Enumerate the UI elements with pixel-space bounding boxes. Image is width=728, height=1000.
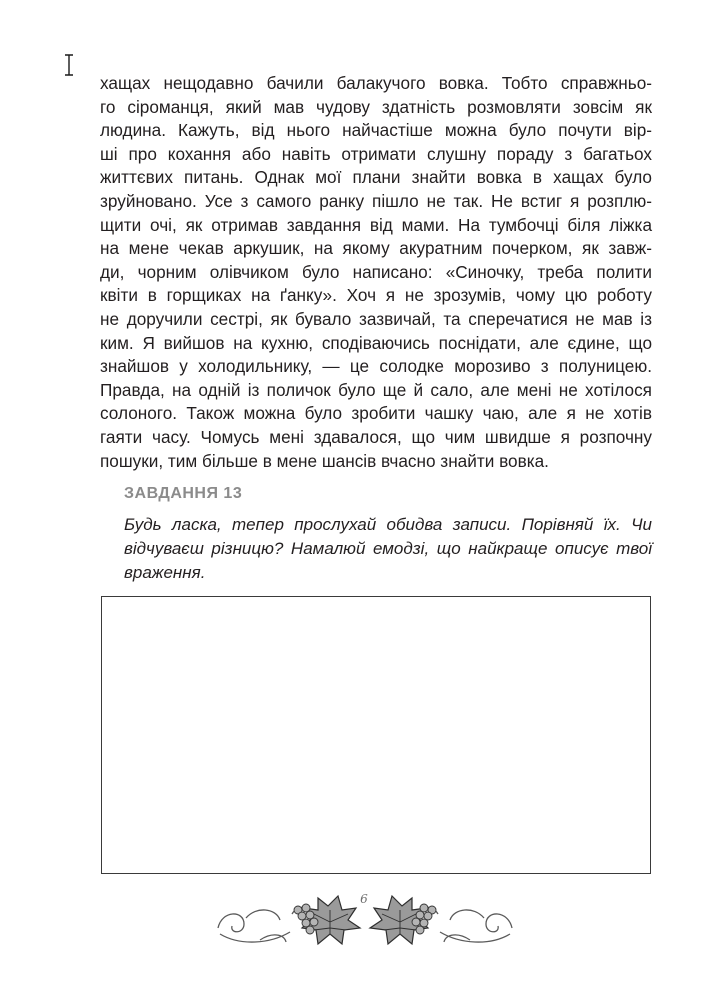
task-line: відчуваєш різницю? Намалюй емодзі, що найкраще описує твої: [124, 539, 652, 558]
task-line: враження.: [124, 563, 206, 582]
story-paragraph: [100, 72, 652, 473]
story-line: гаяти часу. Чомусь мені здавалося, що чим швидше я розпочну: [100, 426, 652, 447]
story-line: Правда, на одній із поличок було ще й сало, але мені не хотілося: [100, 379, 652, 400]
emoji-drawing-area[interactable]: [101, 596, 651, 874]
story-line: не доручили сестрі, як бувало зазвичай, та сперечатися не мав із: [100, 308, 652, 329]
story-line: го сіроманця, який мав чудову здатність розмовляти зовсім як: [100, 96, 652, 117]
story-line: солоного. Також можна було зробити чашку чаю, але я не хотів: [100, 403, 652, 424]
task-heading: ЗАВДАННЯ 13: [124, 485, 243, 502]
story-line: пошуки, тим більше в мене шансів вчасно знайти вовка.: [100, 450, 549, 471]
story-line: людина. Кажуть, від нього найчастіше можна було почути вір-: [100, 120, 652, 141]
story-line: знайшов у холодильнику, — це солодке морозиво з полуницею.: [100, 356, 652, 377]
story-line: щити очі, як отримав завдання від мами. На тумбочці біля ліжка: [100, 214, 652, 235]
story-line: ші про кохання або навіть отримати слушну пораду з багатьох: [100, 143, 652, 164]
text-cursor-icon: [62, 54, 76, 76]
story-line: зруйновано. Усе з самого ранку пішло не так. Не встиг я розплю-: [100, 190, 652, 211]
story-line: квіти в горщиках на ґанку». Хоч я не зрозумів, чому цю роботу: [100, 285, 652, 306]
story-line: на мене чекав аркушик, на якому акуратним почерком, як завж-: [100, 238, 652, 259]
page-number: 6: [360, 892, 368, 906]
story-line: ди, чорним олівчиком було написано: «Синочку, треба полити: [100, 261, 652, 282]
task-line: Будь ласка, тепер прослухай обидва записи. Порівняй їх. Чи: [124, 515, 652, 534]
story-line: хащах нещодавно бачили балакучого вовка. Тобто справжньо-: [100, 73, 652, 93]
story-line: життєвих питань. Однак мої плани знайти вовка в хащах було: [100, 167, 652, 188]
task-instructions: [124, 513, 652, 585]
story-line: ким. Я вийшов на кухню, сподіваючись поснідати, але єдине, що: [100, 332, 652, 353]
